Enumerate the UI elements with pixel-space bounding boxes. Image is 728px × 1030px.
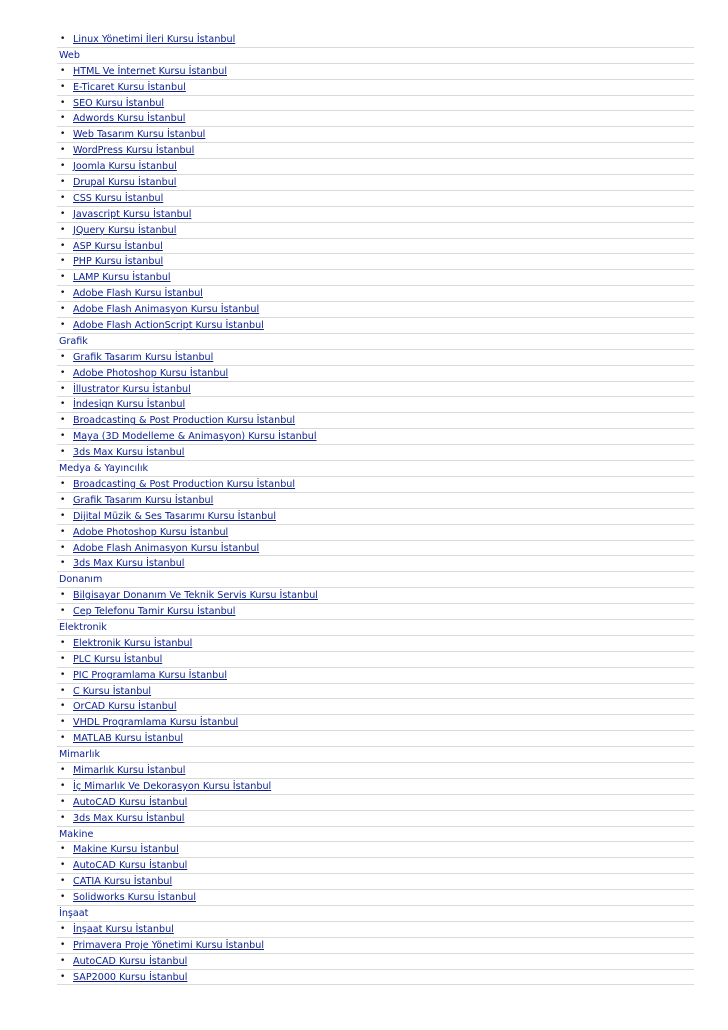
list-item [57,588,694,604]
list-item [57,715,694,731]
bullet-icon: • [60,558,66,569]
list-item [57,874,694,890]
bullet-icon: • [60,939,66,950]
list-item [57,556,694,572]
list-item [57,684,694,700]
list-item [57,477,694,493]
list-item [57,636,694,652]
category-heading: Donanım [57,572,694,588]
category-heading: Elektronik [57,620,694,636]
list-item [57,811,694,827]
bullet-icon: • [60,399,66,410]
course-link[interactable]: İnşaat Kursu İstanbul [73,923,174,935]
list-item [57,922,694,938]
bullet-icon: • [60,701,66,712]
list-item [57,80,694,96]
bullet-icon: • [60,97,66,108]
bullet-icon: • [60,431,66,442]
course-link[interactable]: Adobe Flash Kursu İstanbul [73,288,203,300]
bullet-icon: • [60,733,66,744]
course-link[interactable]: Adobe Photoshop Kursu İstanbul [73,367,229,379]
course-link[interactable]: Broadcasting & Post Production Kursu İstanbul [73,415,296,427]
category-heading: Makine [57,827,694,843]
bullet-icon: • [60,192,66,203]
bullet-icon: • [60,892,66,903]
list-item [57,509,694,525]
course-link[interactable]: İndesign Kursu İstanbul [73,399,186,411]
list-item [57,127,694,143]
bullet-icon: • [60,208,66,219]
list-item [57,938,694,954]
bullet-icon: • [60,320,66,331]
bullet-icon: • [60,65,66,76]
course-link[interactable]: Drupal Kursu İstanbul [73,177,177,189]
course-link[interactable]: Elektronik Kursu İstanbul [73,637,193,649]
list-item [57,96,694,112]
bullet-icon: • [60,81,66,92]
course-link[interactable]: VHDL Programlama Kursu İstanbul [73,717,239,729]
course-link[interactable]: Dijital Müzik & Ses Tasarımı Kursu İstanbul [73,510,277,522]
list-item [57,397,694,413]
course-link[interactable]: CATIA Kursu İstanbul [73,876,173,888]
bullet-icon: • [60,304,66,315]
bullet-icon: • [60,685,66,696]
course-link[interactable]: 3ds Max Kursu İstanbul [73,558,185,570]
bullet-icon: • [60,113,66,124]
bullet-icon: • [60,367,66,378]
bullet-icon: • [60,796,66,807]
course-link[interactable]: Solidworks Kursu İstanbul [73,892,196,904]
list-item [57,318,694,334]
bullet-icon: • [60,383,66,394]
course-link[interactable]: HTML Ve İnternet Kursu İstanbul [73,65,228,77]
list-item [57,382,694,398]
bullet-icon: • [60,161,66,172]
bullet-icon: • [60,224,66,235]
list-item [57,699,694,715]
list-item [57,779,694,795]
course-link[interactable]: AutoCAD Kursu İstanbul [73,955,188,967]
list-item [57,350,694,366]
bullet-icon: • [60,240,66,251]
bullet-icon: • [60,129,66,140]
list-item [57,493,694,509]
bullet-icon: • [60,955,66,966]
course-link[interactable]: Maya (3D Modelleme & Animasyon) Kursu İstanbul [73,431,317,443]
list-item [57,366,694,382]
course-link[interactable]: Adobe Flash ActionScript Kursu İstanbul [73,320,264,332]
course-link[interactable]: Adobe Flash Animasyon Kursu İstanbul [73,542,260,554]
course-link[interactable]: Primavera Proje Yönetimi Kursu İstanbul [73,939,265,951]
bullet-icon: • [60,494,66,505]
list-item [57,954,694,970]
bullet-icon: • [60,272,66,283]
course-link[interactable]: AutoCAD Kursu İstanbul [73,796,188,808]
bullet-icon: • [60,780,66,791]
list-item [57,795,694,811]
bullet-icon: • [60,415,66,426]
bullet-icon: • [60,34,66,44]
bullet-icon: • [60,717,66,728]
course-link[interactable]: Grafik Tasarım Kursu İstanbul [73,494,214,506]
list-item [57,143,694,159]
course-link[interactable]: Grafik Tasarım Kursu İstanbul [73,351,214,363]
course-link[interactable]: Bilgisayar Donanım Ve Teknik Servis Kursu İstanbul [73,590,318,602]
course-link[interactable]: ASP Kursu İstanbul [73,240,163,252]
list-item [57,970,694,986]
bullet-icon: • [60,351,66,362]
course-link[interactable]: PHP Kursu İstanbul [73,256,164,268]
bullet-icon: • [60,256,66,267]
bullet-icon: • [60,669,66,680]
list-item [57,223,694,239]
list-item [57,604,694,620]
course-link[interactable]: Web Tasarım Kursu İstanbul [73,129,206,141]
course-link[interactable]: Makine Kursu İstanbul [73,844,179,856]
bullet-icon: • [60,288,66,299]
course-link[interactable]: MATLAB Kursu İstanbul [73,733,184,745]
course-link[interactable]: Joomla Kursu İstanbul [73,161,177,173]
bullet-icon: • [60,590,66,601]
bullet-icon: • [60,653,66,664]
bullet-icon: • [60,542,66,553]
course-link[interactable]: Mimarlık Kursu İstanbul [73,764,186,776]
course-link[interactable]: SAP2000 Kursu İstanbul [73,971,188,983]
list-item [57,254,694,270]
course-link[interactable]: İllustrator Kursu İstanbul [73,383,191,395]
list-item [57,763,694,779]
list-item [57,111,694,127]
list-item [57,64,694,80]
list-item [57,652,694,668]
bullet-icon: • [60,478,66,489]
list-item [57,239,694,255]
course-link[interactable]: SEO Kursu İstanbul [73,97,165,109]
list-item [57,302,694,318]
bullet-icon: • [60,971,66,982]
list-item [57,731,694,747]
bullet-icon: • [60,606,66,617]
course-link[interactable]: Adobe Photoshop Kursu İstanbul [73,526,229,538]
bullet-icon: • [60,177,66,188]
course-link[interactable]: AutoCAD Kursu İstanbul [73,860,188,872]
course-link[interactable]: 3ds Max Kursu İstanbul [73,812,185,824]
list-item [57,207,694,223]
course-link[interactable]: PLC Kursu İstanbul [73,653,163,665]
list-item [57,159,694,175]
course-link[interactable]: 3ds Max Kursu İstanbul [73,447,185,459]
course-list [57,32,694,985]
bullet-icon: • [60,860,66,871]
course-link[interactable]: OrCAD Kursu İstanbul [73,701,177,713]
list-item [57,890,694,906]
list-item [57,175,694,191]
list-item [57,445,694,461]
list-item [57,413,694,429]
course-link[interactable]: CSS Kursu İstanbul [73,192,164,204]
course-link[interactable]: LAMP Kursu İstanbul [73,272,171,284]
bullet-icon: • [60,844,66,855]
bullet-icon: • [60,145,66,156]
bullet-icon: • [60,447,66,458]
list-item [57,842,694,858]
category-heading: Web [57,48,694,64]
course-link[interactable]: Adwords Kursu İstanbul [73,113,186,125]
list-item [57,286,694,302]
course-link[interactable]: Adobe Flash Animasyon Kursu İstanbul [73,304,260,316]
list-item [57,32,694,48]
category-heading: Medya & Yayıncılık [57,461,694,477]
list-item [57,270,694,286]
bullet-icon: • [60,876,66,887]
list-item [57,191,694,207]
course-link[interactable]: Javascript Kursu İstanbul [73,208,192,220]
category-heading: Mimarlık [57,747,694,763]
bullet-icon: • [60,764,66,775]
course-link[interactable]: Cep Telefonu Tamir Kursu İstanbul [73,606,236,618]
course-link[interactable]: Broadcasting & Post Production Kursu İstanbul [73,478,296,490]
bullet-icon: • [60,923,66,934]
course-link[interactable]: Linux Yönetimi İleri Kursu İstanbul [73,34,236,45]
course-link[interactable]: WordPress Kursu İstanbul [73,145,195,157]
course-link[interactable]: E-Ticaret Kursu İstanbul [73,81,186,93]
course-link[interactable]: PIC Programlama Kursu İstanbul [73,669,228,681]
course-link[interactable]: İç Mimarlık Ve Dekorasyon Kursu İstanbul [73,780,272,792]
bullet-icon: • [60,812,66,823]
bullet-icon: • [60,510,66,521]
list-item [57,668,694,684]
category-heading: Grafik [57,334,694,350]
bullet-icon: • [60,526,66,537]
bullet-icon: • [60,637,66,648]
list-item [57,429,694,445]
course-link[interactable]: C Kursu İstanbul [73,685,152,697]
list-item [57,525,694,541]
category-heading: İnşaat [57,906,694,922]
course-link[interactable]: JQuery Kursu İstanbul [73,224,177,236]
list-item [57,858,694,874]
list-item [57,541,694,557]
